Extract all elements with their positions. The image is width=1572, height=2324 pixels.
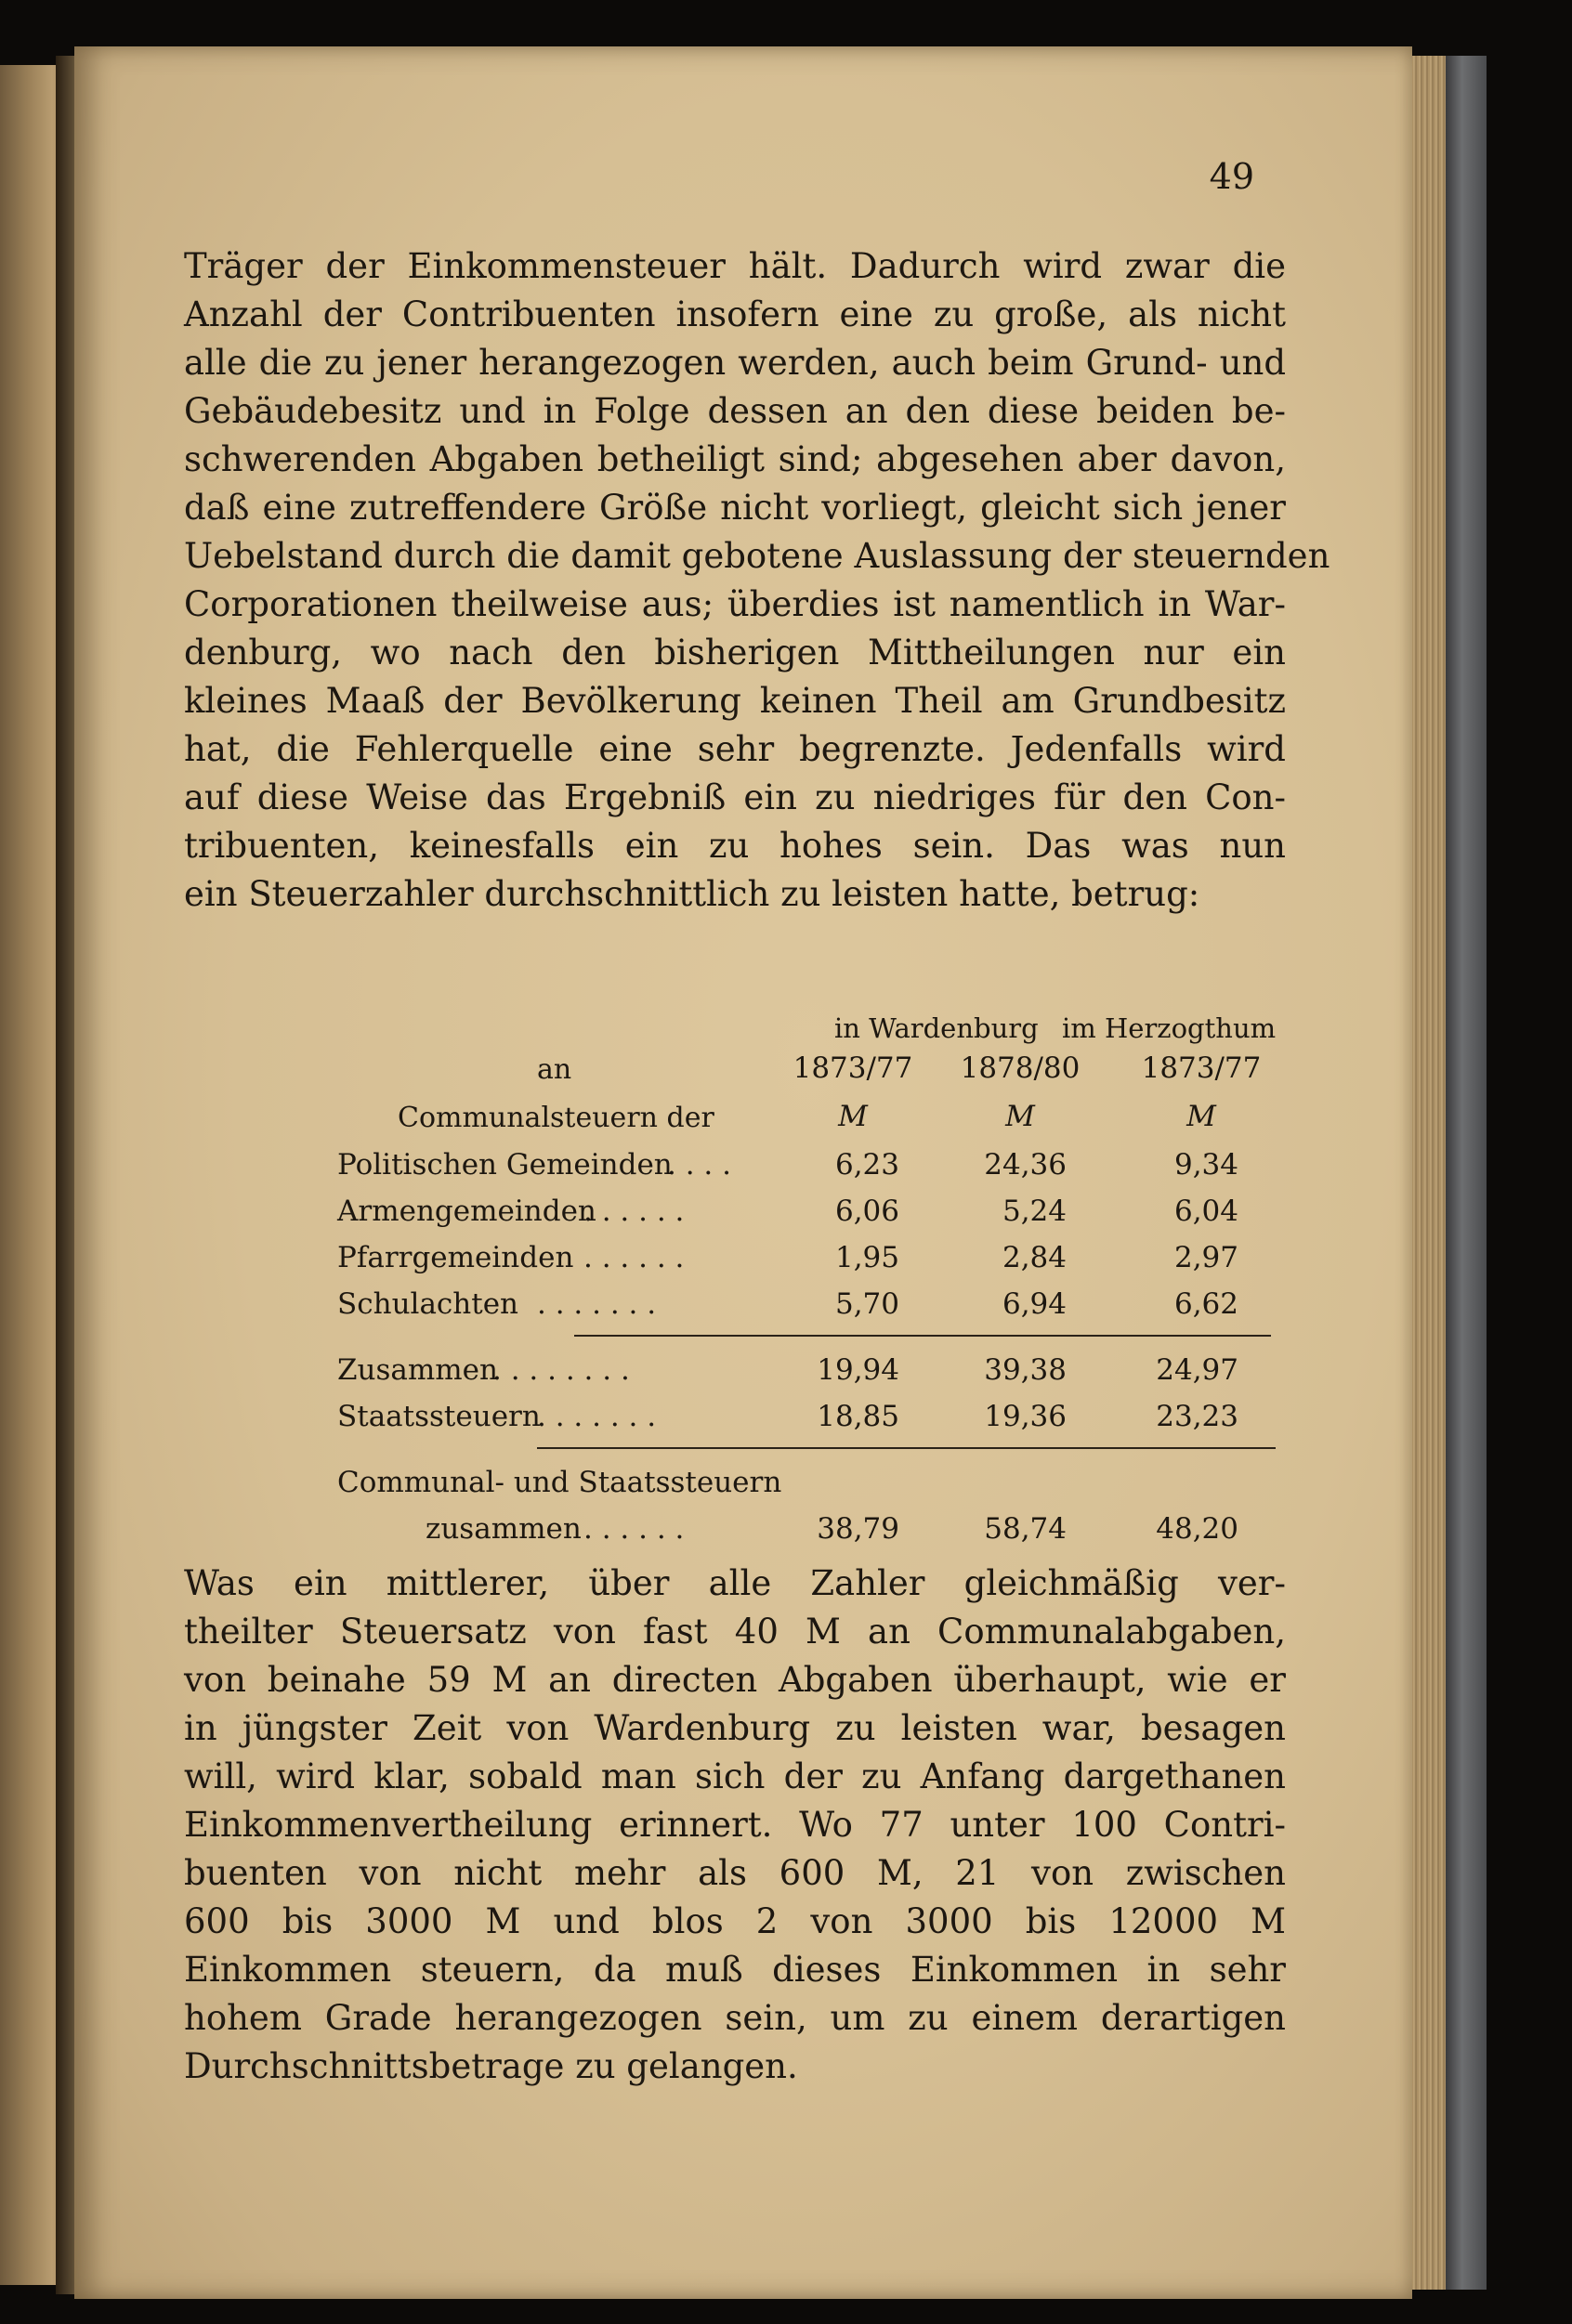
column-group-herzogthum: im Herzogthum [1062,1012,1277,1044]
table-cell: 58,74 [984,1512,1067,1546]
table-cell: 24,97 [1156,1353,1238,1387]
row-label: Zusammen [337,1353,498,1387]
text-line: Einkommenvertheilung erinnert. Wo 77 unter 100 Contri- [184,1805,1286,1845]
text-line: ein Steuerzahler durchschnittlich zu leisten hatte, betrug: [184,874,1200,914]
text-line: Corporationen theilweise aus; überdies ist namentlich in War- [184,584,1286,624]
text-line: in jüngster Zeit von Wardenburg zu leisten war, besagen [184,1708,1286,1748]
unit-mark: M [1005,1100,1035,1133]
table-cell: 9,34 [1173,1148,1238,1182]
text-line: hohem Grade herangezogen sein, um zu einem derartigen [184,1998,1286,2038]
text-line: Träger der Einkommensteuer hält. Dadurch wird zwar die [184,246,1286,286]
text-line: daß eine zutreffendere Größe nicht vorliegt, gleicht sich jener [184,488,1286,528]
table-cell: 23,23 [1156,1400,1238,1433]
row-label: Armengemeinden [337,1195,596,1228]
year-header: 1878/80 [960,1051,1081,1085]
table-cell: 6,94 [1002,1287,1067,1321]
table-cell: 5,70 [834,1287,899,1321]
table-cell: 19,36 [984,1400,1067,1433]
text-line: buenten von nicht mehr als 600 M, 21 von zwischen [184,1853,1286,1893]
text-line: alle die zu jener herangezogen werden, auch beim Grund- und [184,343,1286,383]
table-cell: 18,85 [817,1400,899,1433]
an-label: an [537,1053,572,1086]
year-header: 1873/77 [793,1051,913,1085]
row-label: zusammen [426,1512,582,1546]
text-line: schwerenden Abgaben betheiligt sind; abgesehen aber davon, [184,439,1286,479]
total-label-line1: Communal- und Staatssteuern [337,1466,782,1499]
table-cell: 6,06 [834,1195,899,1228]
table-cell: 1,95 [834,1241,899,1274]
sum-rule [574,1335,1271,1337]
text-line: Gebäudebesitz und in Folge dessen an den diese beiden be- [184,391,1286,431]
text-line: kleines Maaß der Bevölkerung keinen Theil am Grundbesitz [184,681,1286,721]
leader-dots: . . . . . . [583,1195,685,1228]
text-line: will, wird klar, sobald man sich der zu Anfang dargethanen [184,1756,1286,1796]
paragraph-2 [184,1560,1286,2099]
text-line: Was ein mittlerer, über alle Zahler gleichmäßig ver- [184,1563,1286,1603]
unit-mark: M [1186,1100,1216,1133]
column-group-wardenburg: in Wardenburg [834,1012,1039,1044]
leader-dots: . . . . . . [583,1512,685,1546]
communal-header: Communalsteuern der [398,1102,714,1134]
text-line: theilter Steuersatz von fast 40 M an Communalabgaben, [184,1612,1286,1652]
leader-dots: . . . . . . . [537,1287,657,1321]
table-cell: 6,62 [1173,1287,1238,1321]
book-board [1446,56,1487,2290]
text-line: Uebelstand durch die damit gebotene Auslassung der steuernden [184,536,1330,576]
row-label: Schulachten [337,1287,519,1321]
text-line: Durchschnittsbetrage zu gelangen. [184,2046,798,2086]
leader-dots: . . . . . . . . [492,1353,630,1387]
text-line: hat, die Fehlerquelle eine sehr begrenzte. Jedenfalls wird [184,729,1286,769]
text-line: von beinahe 59 M an directen Abgaben überhaupt, wie er [184,1660,1286,1700]
table-cell: 6,04 [1173,1195,1238,1228]
total-rule [537,1447,1276,1449]
page-number: 49 [1209,156,1254,197]
row-label: Staatssteuern [337,1400,541,1433]
text-line: tribuenten, keinesfalls ein zu hohes sein. Das was nun [184,826,1286,866]
year-header: 1873/77 [1141,1051,1262,1085]
table-cell: 2,84 [1002,1241,1067,1274]
table-cell: 6,23 [834,1148,899,1182]
leader-dots: . . . . . . . [537,1400,657,1433]
text-line: denburg, wo nach den bisherigen Mittheilungen nur ein [184,633,1286,672]
paragraph-1 [184,243,1330,914]
text-line: Einkommen steuern, da muß dieses Einkommen in sehr [184,1950,1286,1990]
page-edge-stack [1412,56,1446,2290]
table-cell: 48,20 [1156,1512,1238,1546]
table-cell: 2,97 [1173,1241,1238,1274]
table-cell: 5,24 [1002,1195,1067,1228]
table-cell: 24,36 [984,1148,1067,1182]
row-label: Pfarrgemeinden [337,1241,574,1274]
table-cell: 39,38 [984,1353,1067,1387]
leader-dots: . . . . [667,1148,731,1182]
unit-mark: M [838,1100,868,1133]
tax-table [184,1005,1286,1562]
table-cell: 19,94 [817,1353,899,1387]
row-label: Politischen Gemeinden [337,1148,673,1182]
table-cell: 38,79 [817,1512,899,1546]
text-line: Anzahl der Contribuenten insofern eine zu große, als nicht [184,294,1286,334]
text-line: 600 bis 3000 M und blos 2 von 3000 bis 12000 M [184,1901,1286,1941]
text-line: auf diese Weise das Ergebniß ein zu niedriges für den Con- [184,777,1286,817]
leader-dots: . . . . . . [583,1241,685,1274]
